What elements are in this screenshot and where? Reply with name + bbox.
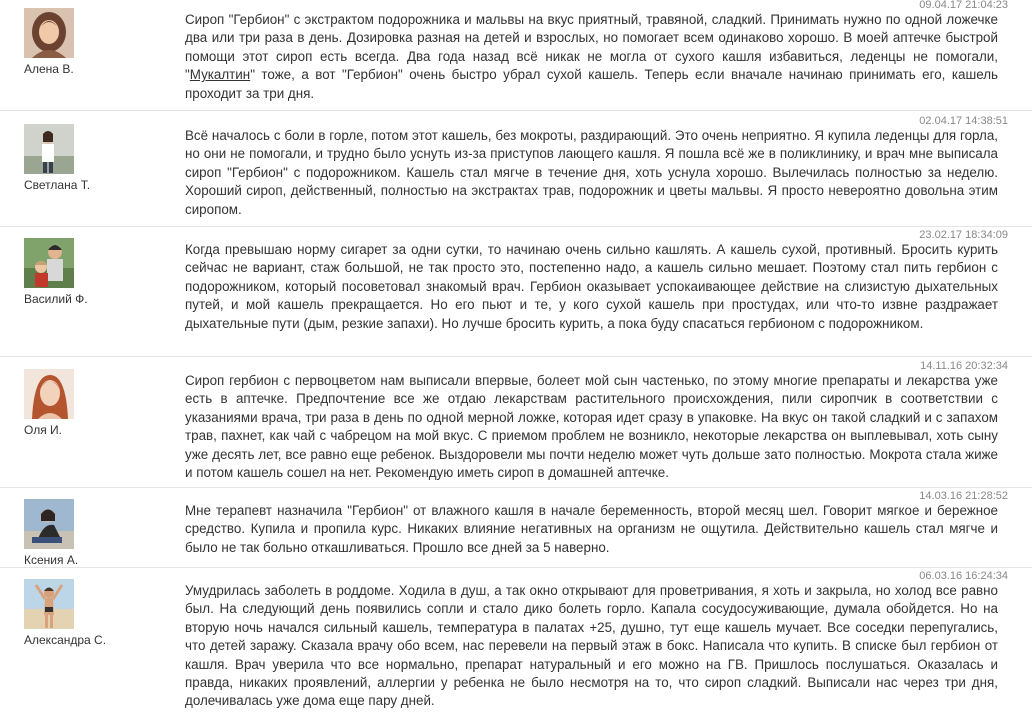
review-author: Александра С.: [24, 633, 107, 647]
review-text: Когда превышаю норму сигарет за одни сутки, то начинаю очень сильно кашлять. А кашель сухой, противный. Бросить курить сейчас не вариант, стаж большой, не так просто это, постепенно надо, а кашель сильно мешает. Поэтому стал пить гербион с подорожником, который посоветовал знакомый врач. Гербион оказывает успокаивающее действие на слизистую дыхательных путей, и мой кашель прекращается. Но его пьют и те, у кого сухой кашель при простудах, или что-то извне раздражает дыхательные пути (дым, резкие запахи). Но лучше бросить курить, а пока буду спасаться гербионом с подорожником.: [185, 242, 998, 331]
avatar[interactable]: [24, 369, 74, 419]
avatar[interactable]: [24, 8, 74, 58]
product-link[interactable]: Мукалтин: [189, 67, 251, 83]
review-divider: [0, 110, 1032, 111]
review-item: [0, 0, 1032, 118]
review-author: Оля И.: [24, 423, 62, 437]
review-author: Ксения А.: [24, 553, 79, 567]
review-divider: [0, 226, 1032, 227]
review-item: [0, 491, 1032, 571]
review-date: 09.04.17 21:04:23: [919, 0, 1008, 11]
review-author: Алена В.: [24, 62, 74, 76]
avatar[interactable]: [24, 499, 74, 549]
review-divider: [0, 356, 1032, 357]
review-date: 14.03.16 21:28:52: [919, 490, 1008, 502]
user-photo-icon: [24, 124, 74, 174]
review-text: [185, 11, 998, 103]
review-date: 23.02.17 18:34:09: [919, 229, 1008, 241]
review-text: Сироп гербион с первоцветом нам выписали впервые, болеет мой сын частенько, по этому многие препараты и лекарства уже есть в аптечке. Предпочтение все же отдаю лекарствам растительного происхождения, пили сиропчик в соответствии с указаниями врача, три раза в день по одной мерной ложке, которая идет сразу в упаковке. На вкус он такой сладкий и с запахом трав, пахнет, как чай с чабрецом на мой вкус. С приемом проблем не возникло, некоторые лекарства он выплевывал, хоть сыну уже десять лет, все равно еще ребенок. Выздоровели мы почти неделю может чуть дольше зато полностью. Мокрота стала жиже и потом кашель сошел на нет. Рекомендую иметь сироп в домашней аптечке.: [185, 373, 998, 481]
user-photo-icon: [24, 579, 74, 629]
review-item: [0, 361, 1032, 491]
review-date: 06.03.16 16:24:34: [919, 570, 1008, 582]
user-photo-icon: [24, 499, 74, 549]
avatar[interactable]: [24, 124, 74, 174]
avatar[interactable]: [24, 238, 74, 288]
review-date: 02.04.17 14:38:51: [919, 115, 1008, 127]
review-author: Светлана Т.: [24, 178, 91, 192]
review-text: Всё началось с боли в горле, потом этот кашель, без мокроты, раздирающий. Это очень неприятно. Я купила леденцы для горла, но они не помогали, и трудно было уснуть из-за приступов лающего кашля. Я пошла всё же в поликлинику, и врач мне выписала сироп "Гербион" с подорожником. Кашель стал мягче в течение дня, хоть уснула хорошо. Вылечилась полностью за неделю. Хороший сироп, действенный, полностью на экстрактах трав, подорожник и цветы мальвы. Я просто невероятно довольна этим сиропом.: [185, 128, 998, 217]
avatar[interactable]: [24, 579, 74, 629]
user-photo-icon: [24, 369, 74, 419]
review-text-part: " тоже, а вот "Гербион" очень быстро убрал сухой кашель. Теперь если вначале начинаю принимать его, кашель проходит за три дня.: [185, 67, 998, 101]
review-date: 14.11.16 20:32:34: [920, 360, 1008, 372]
review-text: Умудрилась заболеть в роддоме. Ходила в душ, а так окно открывают для проветривания, я хоть и закрыла, но холод все равно был. На следующий день появились сопли и стало дико болеть горло. Капала сосудосуживающие, думала обойдется. Но на вторую ночь начался сильный кашель, температура в палатах +25, душно, тут еще кашель мучает. Все соседки перепугались, что детей заражу. Сказала врачу обо всем, нас перевели на первый этаж в бокс. Написала что купить. В списке был гербион от кашля. Врач уверила что все нормально, препарат натуральный и его можно на ГВ. Пришлось послушаться. Оказалась и правда, никаких проявлений, аллергии у ребенка не было несмотря на то, что сироп сладкий. Выписали нас через три дня, долечивалась уже дома еще пару дней.: [185, 583, 998, 709]
review-divider: [0, 567, 1032, 568]
review-text: Мне терапевт назначила "Гербион" от влажного кашля в начале беременность, второй месяц шел. Говорит мягкое и бережное средство. Купила и пропила курс. Никаких влияние негативных на организм не ощутила. Действительно кашель стал мягче и было не так больно откашливаться. Прошло все дней за 5 наверно.: [185, 503, 998, 555]
review-author: Василий Ф.: [24, 292, 88, 306]
user-photo-icon: [24, 238, 74, 288]
review-text-part: Сироп "Гербион" с экстрактом подорожника и мальвы на вкус приятный, травяной, сладкий. Принимать нужно по одной ложечке два или три раза в день. Дозировка разная на детей и взрослых, но помогает всем одинаково хорошо. В моей аптечке быстрой помощи этот сироп есть всегда. Два года назад всё никак не могла от сухого кашля избавиться, леденцы не помогали, ": [185, 12, 998, 83]
review-item: [0, 571, 1032, 718]
review-divider: [0, 487, 1032, 488]
review-item: [0, 116, 1032, 228]
user-photo-icon: [24, 8, 74, 58]
review-item: [0, 230, 1032, 365]
